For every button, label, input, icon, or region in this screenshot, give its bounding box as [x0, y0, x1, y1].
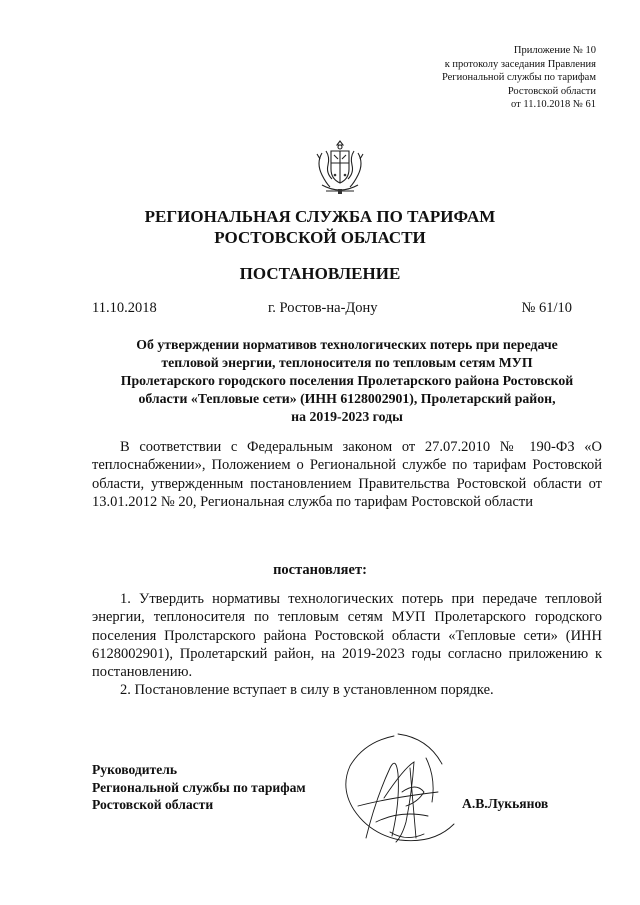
subject-line: тепловой энергии, теплоносителя по тепловым сетям МУП	[161, 355, 533, 370]
document-type: ПОСТАНОВЛЕНИЕ	[239, 264, 401, 283]
handwritten-signature-icon	[336, 728, 462, 860]
organization-title	[0, 206, 640, 248]
resolution-item: 1. Утвердить нормативы технологических потерь при передаче тепловой энергии, теплоносителя по тепловым сетям МУП Пролетарского городского поселения Пролстарского района Ростовской области «Тепловые сети» (ИНН 6128002901), Пролетарский район, на 2019-2023 годы согласно приложению к постановлению.	[92, 591, 602, 681]
organization-title-line: РЕГИОНАЛЬНАЯ СЛУЖБА ПО ТАРИФАМ	[144, 207, 496, 226]
coat-of-arms-icon	[312, 137, 368, 199]
appendix-note	[442, 44, 596, 112]
position-line: Региональной службы по тарифам	[92, 779, 306, 795]
organization-title-line: РОСТОВСКОЙ ОБЛАСТИ	[214, 228, 426, 247]
subject-line: на 2019-2023 годы	[291, 409, 403, 424]
signatory-position	[92, 761, 306, 814]
appendix-line: Ростовской области	[507, 85, 596, 97]
signatory-name: А.В.Лукьянов	[462, 796, 549, 811]
document-number: № 61/10	[521, 300, 572, 316]
resolution-items	[92, 590, 602, 700]
appendix-line: Приложение № 10	[513, 45, 596, 56]
document-date: 11.10.2018	[92, 300, 157, 316]
document-city: г. Ростов-на-Дону	[268, 300, 378, 316]
subject-line: области «Тепловые сети» (ИНН 6128002901), Пролетарский район,	[138, 391, 556, 406]
resolution-item: 2. Постановление вступает в силу в установленном порядке.	[120, 682, 494, 699]
appendix-line: Региональной службы по тарифам	[441, 72, 596, 83]
document-subject	[92, 336, 602, 426]
appendix-line: к протоколу заседания Правления	[444, 58, 596, 70]
preamble-paragraph: В соответствии с Федеральным законом от 27.07.2010 № 190-ФЗ «О теплоснабжении», Положением о Региональной службе по тарифам Ростовской области, утвержденным постановлением Правительства Ростовской области от 13.01.2012 № 20, Региональная служба по тарифам Ростовской области	[92, 439, 602, 510]
subject-line: Об утверждении нормативов технологических потерь при передаче	[136, 337, 558, 352]
position-line: Ростовской области	[92, 797, 214, 812]
document-meta	[92, 300, 572, 320]
position-line: Руководитель	[92, 762, 178, 777]
subject-line: Пролетарского городского поселения Пролетарского района Ростовской	[120, 373, 574, 388]
appendix-line: от 11.10.2018 № 61	[511, 99, 596, 110]
resolves-heading: постановляет:	[273, 562, 367, 578]
